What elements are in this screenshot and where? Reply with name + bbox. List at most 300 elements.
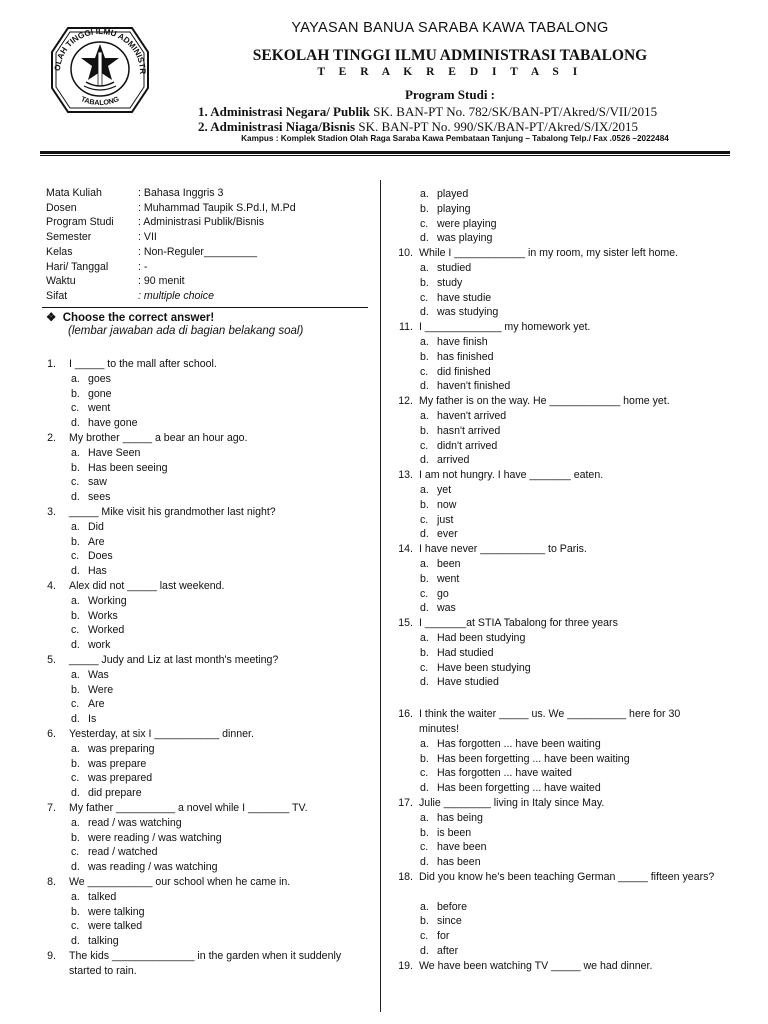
- question-text: _____ Judy and Liz at last month's meeting?: [69, 654, 279, 666]
- question-text: _____ Mike visit his grandmother last night?: [69, 506, 276, 518]
- option-letter: a.: [420, 558, 429, 570]
- option-text: were talking: [88, 905, 145, 918]
- answer-option[interactable]: [71, 461, 168, 476]
- question-number: 7.: [47, 802, 56, 814]
- answer-option[interactable]: [420, 900, 467, 915]
- option-text: Was: [88, 668, 109, 681]
- option-text: Had been studying: [437, 632, 526, 644]
- info-value: : -: [138, 260, 148, 273]
- question-text: My father __________ a novel while I _______ TV.: [69, 802, 308, 814]
- answer-option[interactable]: [71, 594, 127, 609]
- option-text: haven't finished: [437, 380, 511, 393]
- answer-option[interactable]: [420, 513, 454, 528]
- info-value: : 90 menit: [138, 275, 185, 288]
- option-text: Has been forgetting ... have waited: [437, 782, 601, 795]
- instruction-text: Choose the correct answer!: [62, 312, 215, 324]
- option-text: read / watched: [88, 846, 158, 859]
- option-text: Have Seen: [88, 446, 141, 459]
- answer-option[interactable]: [71, 697, 105, 712]
- option-text: studied: [437, 262, 472, 274]
- option-letter: b.: [420, 202, 429, 215]
- answer-option[interactable]: [71, 786, 142, 801]
- question-text: My brother _____ a bear an hour ago.: [69, 432, 248, 444]
- option-text: were talked: [88, 920, 143, 933]
- option-text: was: [437, 602, 456, 615]
- info-label: Sifat: [46, 289, 68, 302]
- option-text: have finish: [437, 336, 488, 348]
- answer-option[interactable]: [71, 905, 145, 920]
- answer-option[interactable]: [71, 387, 112, 402]
- option-letter: c.: [71, 402, 80, 415]
- answer-option[interactable]: [71, 668, 109, 683]
- option-text: saw: [88, 476, 107, 489]
- answer-option[interactable]: [71, 712, 96, 727]
- option-text: Does: [88, 550, 113, 563]
- info-row: [46, 230, 376, 245]
- answer-option[interactable]: [71, 771, 152, 786]
- option-text: was prepare: [88, 757, 147, 770]
- info-label: Dosen: [46, 201, 77, 214]
- answer-option[interactable]: [420, 305, 498, 320]
- option-letter: c.: [420, 767, 429, 780]
- option-letter: b.: [420, 498, 429, 511]
- option-text: have been: [437, 841, 487, 854]
- option-text: Has been forgetting ... have been waiting: [437, 752, 630, 765]
- option-text: Has been seeing: [88, 461, 168, 474]
- option-letter: a.: [420, 632, 429, 644]
- answer-option[interactable]: [420, 424, 500, 439]
- option-letter: a.: [71, 372, 80, 385]
- answer-option[interactable]: [420, 826, 471, 841]
- answer-option[interactable]: [71, 372, 111, 387]
- answer-option[interactable]: [71, 816, 182, 831]
- program-title: Program Studi :: [404, 87, 496, 102]
- option-text: Have studied: [437, 676, 499, 689]
- bullet-icon: ❖: [46, 312, 57, 324]
- answer-option[interactable]: [71, 638, 110, 653]
- option-text: Had studied: [437, 646, 494, 659]
- option-letter: c.: [420, 513, 429, 526]
- option-letter: d.: [420, 782, 429, 795]
- answer-option[interactable]: [420, 929, 449, 944]
- option-text: played: [437, 188, 469, 200]
- question-number: 13.: [398, 469, 413, 482]
- option-text: gone: [88, 387, 112, 400]
- option-text: just: [437, 513, 454, 526]
- option-text: study: [437, 276, 463, 289]
- option-letter: a.: [71, 446, 80, 459]
- info-row: [46, 186, 376, 201]
- option-text: Working: [88, 594, 127, 607]
- answer-option[interactable]: [71, 623, 124, 638]
- foundation-name: YAYASAN BANUA SARABA KAWA TABALONG: [291, 20, 609, 36]
- answer-option[interactable]: [71, 845, 158, 860]
- option-text: Have been studying: [437, 661, 531, 674]
- question-text: I _______at STIA Tabalong for three years: [419, 617, 618, 630]
- option-letter: d.: [420, 232, 429, 245]
- option-letter: b.: [420, 276, 429, 289]
- option-text: were playing: [437, 217, 497, 230]
- option-letter: b.: [420, 424, 429, 437]
- option-letter: d.: [420, 945, 429, 957]
- option-letter: d.: [71, 565, 80, 578]
- answer-option[interactable]: [420, 261, 471, 276]
- option-letter: d.: [420, 528, 429, 541]
- answer-option[interactable]: [420, 453, 469, 468]
- question-number: 3.: [47, 506, 56, 518]
- option-letter: b.: [71, 387, 80, 400]
- option-letter: d.: [420, 602, 429, 615]
- question-text: Yesterday, at six I ___________ dinner.: [69, 728, 254, 740]
- option-letter: c.: [420, 365, 429, 378]
- option-text: has been: [437, 856, 481, 869]
- option-letter: b.: [420, 915, 429, 928]
- answer-option[interactable]: [420, 646, 494, 661]
- info-label: Mata Kuliah: [46, 187, 102, 199]
- option-letter: d.: [420, 676, 429, 689]
- option-letter: b.: [420, 350, 429, 363]
- question-text: While I ____________ in my room, my sister left home.: [419, 247, 679, 260]
- school-logo: [44, 22, 156, 118]
- option-letter: c.: [71, 698, 80, 711]
- option-text: yet: [437, 484, 452, 496]
- answer-option[interactable]: [420, 675, 499, 690]
- option-text: have studie: [437, 291, 492, 304]
- option-text: was playing: [437, 232, 493, 245]
- program-name: 1. Administrasi Negara/ Publik: [198, 104, 370, 119]
- answer-option[interactable]: [420, 661, 531, 676]
- accreditation-label: T E R A K R E D I T A S I: [317, 66, 583, 78]
- info-label: Waktu: [46, 275, 76, 288]
- answer-option[interactable]: [420, 811, 483, 826]
- answer-option[interactable]: [420, 944, 458, 959]
- question-number: 8.: [47, 876, 56, 888]
- option-letter: a.: [420, 811, 429, 824]
- answer-option[interactable]: [71, 919, 142, 934]
- column-divider: [380, 180, 381, 1012]
- answer-option[interactable]: [420, 365, 491, 380]
- option-text: was prepared: [88, 772, 153, 785]
- answer-option[interactable]: [71, 757, 146, 772]
- option-text: Worked: [88, 624, 125, 637]
- info-row: [46, 215, 376, 230]
- answer-option[interactable]: [420, 276, 462, 291]
- question-text: Did you know he's been teaching German _____ fifteen years?: [419, 871, 715, 883]
- answer-option[interactable]: [71, 934, 119, 949]
- info-row: [46, 201, 376, 216]
- option-letter: a.: [420, 262, 429, 274]
- option-letter: c.: [71, 846, 80, 859]
- answer-option[interactable]: [420, 350, 494, 365]
- answer-option[interactable]: [420, 631, 525, 646]
- option-text: was reading / was watching: [88, 861, 218, 874]
- option-text: went: [88, 402, 111, 415]
- option-text: Did: [88, 520, 104, 533]
- answer-option[interactable]: [420, 572, 459, 587]
- answer-option[interactable]: [71, 416, 137, 431]
- question-number: 14.: [398, 543, 413, 556]
- option-letter: a.: [71, 816, 80, 829]
- answer-option[interactable]: [71, 890, 116, 905]
- program-sk: SK. BAN-PT No. 782/SK/BAN-PT/Akred/S/VII/2015: [373, 104, 658, 119]
- option-letter: d.: [71, 787, 80, 800]
- option-letter: b.: [420, 646, 429, 659]
- program-sk: SK. BAN-PT No. 990/SK/BAN-PT/Akred/S/IX/2015: [358, 119, 639, 134]
- program-line-1: [198, 104, 657, 120]
- option-letter: c.: [71, 920, 80, 933]
- question-text: We ___________ our school when he came in.: [69, 876, 291, 888]
- info-value: : Non-Reguler_________: [138, 245, 257, 258]
- header-divider-thin: [40, 155, 730, 156]
- answer-option[interactable]: [420, 914, 462, 929]
- question-text: We have been watching TV _____ we had dinner.: [419, 959, 653, 972]
- option-letter: d.: [420, 454, 429, 467]
- answer-option[interactable]: [71, 860, 218, 875]
- option-text: talked: [88, 890, 117, 903]
- option-text: were reading / was watching: [88, 831, 222, 844]
- option-text: has being: [437, 811, 483, 824]
- answer-option[interactable]: [420, 527, 458, 542]
- option-text: go: [437, 587, 449, 600]
- option-letter: a.: [71, 520, 80, 533]
- option-text: hasn't arrived: [437, 424, 501, 437]
- info-row: [46, 245, 376, 260]
- answer-option[interactable]: [420, 587, 449, 602]
- question-number: 18.: [398, 871, 413, 883]
- option-letter: b.: [71, 461, 80, 474]
- logo-ring-top: OLAH TINGGI ILMU ADMINISTR: [52, 26, 148, 75]
- option-text: Has forgotten ... have been waiting: [437, 737, 601, 750]
- option-text: read / was watching: [88, 816, 182, 829]
- option-letter: a.: [71, 668, 80, 681]
- option-text: haven't arrived: [437, 410, 507, 422]
- campus-address: Kampus : Komplek Stadion Olah Raga Saraba Kawa Pembataan Tanjung – Tabalong Telp./ Fax .0526 –2022484: [241, 134, 669, 143]
- option-letter: b.: [420, 826, 429, 839]
- instruction-note: (lembar jawaban ada di bagian belakang soal): [68, 325, 304, 337]
- option-letter: c.: [420, 217, 429, 230]
- option-letter: d.: [420, 306, 429, 319]
- option-text: Is: [88, 713, 97, 726]
- info-value: : Bahasa Inggris 3: [138, 187, 224, 199]
- option-text: before: [437, 900, 468, 913]
- instruction: [46, 310, 214, 324]
- option-text: now: [437, 498, 457, 511]
- answer-option[interactable]: [420, 855, 481, 870]
- answer-option[interactable]: [71, 549, 113, 564]
- question-number: 16.: [398, 708, 413, 721]
- answer-option[interactable]: [420, 498, 456, 513]
- option-text: talking: [88, 935, 119, 948]
- option-letter: c.: [420, 439, 429, 452]
- answer-option[interactable]: [420, 409, 506, 424]
- option-text: Are: [88, 698, 105, 711]
- option-text: was studying: [437, 306, 499, 319]
- option-text: Are: [88, 535, 105, 548]
- answer-option[interactable]: [71, 535, 105, 550]
- question-number: 15.: [398, 617, 413, 630]
- option-letter: c.: [71, 550, 80, 563]
- answer-option[interactable]: [420, 231, 492, 246]
- option-letter: c.: [420, 661, 429, 674]
- option-letter: c.: [71, 772, 80, 785]
- question-text: Julie ________ living in Italy since May.: [419, 797, 605, 809]
- option-text: been: [437, 558, 461, 570]
- info-value: : Administrasi Publik/Bisnis: [138, 216, 264, 229]
- question-text: I have never ___________ to Paris.: [419, 543, 587, 556]
- answer-option[interactable]: [71, 683, 113, 698]
- option-letter: c.: [71, 624, 80, 637]
- answer-option[interactable]: [420, 217, 496, 232]
- option-text: sees: [88, 491, 111, 504]
- option-text: didn't arrived: [437, 439, 498, 452]
- answer-option[interactable]: [420, 335, 488, 350]
- answer-option[interactable]: [420, 601, 456, 616]
- question-number: 6.: [47, 728, 56, 740]
- option-text: playing: [437, 202, 471, 215]
- answer-option[interactable]: [71, 742, 155, 757]
- answer-option[interactable]: [71, 490, 110, 505]
- option-text: did finished: [437, 365, 491, 378]
- option-letter: b.: [71, 905, 80, 918]
- option-text: since: [437, 915, 462, 928]
- answer-option[interactable]: [420, 439, 497, 454]
- answer-option[interactable]: [71, 446, 140, 461]
- option-letter: b.: [420, 572, 429, 585]
- question-text: I _____ to the mall after school.: [69, 358, 217, 370]
- option-letter: c.: [71, 476, 80, 489]
- question-text: I am not hungry. I have _______ eaten.: [419, 469, 604, 482]
- option-text: ever: [437, 528, 458, 541]
- option-text: Were: [88, 683, 114, 696]
- option-letter: b.: [71, 535, 80, 548]
- info-row: [46, 274, 376, 289]
- answer-option[interactable]: [71, 520, 104, 535]
- option-text: is been: [437, 826, 472, 839]
- option-letter: d.: [71, 491, 80, 504]
- option-letter: b.: [71, 683, 80, 696]
- answer-option[interactable]: [420, 752, 630, 767]
- info-value: : VII: [138, 231, 157, 244]
- question-text: I think the waiter _____ us. We __________ here for 30 minutes!: [419, 708, 681, 735]
- question-number: 9.: [47, 950, 56, 962]
- option-letter: d.: [71, 861, 80, 874]
- question-number: 4.: [47, 580, 56, 592]
- info-label: Semester: [46, 231, 92, 244]
- info-label: Kelas: [46, 245, 73, 258]
- question-number: 1.: [47, 358, 56, 370]
- option-text: Has: [88, 565, 107, 578]
- option-text: has finished: [437, 350, 494, 363]
- option-letter: c.: [420, 291, 429, 304]
- info-label: Hari/ Tanggal: [46, 260, 109, 273]
- info-value: : Muhammad Taupik S.Pd.I, M.Pd: [138, 201, 296, 214]
- option-text: goes: [88, 372, 111, 385]
- answer-option[interactable]: [420, 483, 451, 498]
- question-number: 12.: [398, 395, 413, 408]
- question-number: 19.: [398, 959, 413, 972]
- option-letter: d.: [71, 417, 80, 430]
- school-name: SEKOLAH TINGGI ILMU ADMINISTRASI TABALONG: [252, 47, 648, 64]
- info-label: Program Studi: [46, 216, 114, 229]
- option-letter: b.: [420, 752, 429, 765]
- info-value: : multiple choice: [138, 289, 214, 302]
- option-letter: b.: [71, 757, 80, 770]
- question-number: 10.: [398, 247, 413, 260]
- question-text: Alex did not _____ last weekend.: [69, 580, 225, 592]
- option-letter: d.: [420, 380, 429, 393]
- answer-option[interactable]: [420, 291, 491, 306]
- option-letter: d.: [420, 856, 429, 869]
- option-text: after: [437, 945, 459, 957]
- option-text: work: [88, 639, 111, 652]
- question-text: My father is on the way. He ____________ home yet.: [419, 395, 670, 408]
- answer-option[interactable]: [71, 609, 118, 624]
- option-letter: b.: [71, 831, 80, 844]
- option-letter: a.: [71, 594, 80, 607]
- answer-option[interactable]: [71, 401, 110, 416]
- option-letter: b.: [71, 609, 80, 622]
- option-text: Works: [88, 609, 118, 622]
- option-text: have gone: [88, 417, 138, 430]
- option-letter: d.: [71, 935, 80, 948]
- answer-option[interactable]: [71, 564, 107, 579]
- option-letter: a.: [420, 188, 429, 200]
- info-row: [46, 260, 376, 275]
- program-name: 2. Administrasi Niaga/Bisnis: [198, 119, 356, 134]
- answer-option[interactable]: [71, 475, 107, 490]
- question-number: 2.: [47, 432, 56, 444]
- option-text: did prepare: [88, 787, 142, 800]
- question-text: The kids ______________ in the garden when it suddenly started to rain.: [69, 950, 342, 977]
- answer-option[interactable]: [71, 831, 222, 846]
- question-number: 17.: [398, 797, 413, 809]
- option-text: Has forgotten ... have waited: [437, 767, 572, 780]
- answer-option[interactable]: [420, 781, 601, 796]
- option-text: went: [437, 572, 460, 585]
- question-number: 5.: [47, 654, 56, 666]
- option-text: was preparing: [88, 742, 155, 755]
- option-letter: d.: [71, 639, 80, 652]
- question-text: I _____________ my homework yet.: [419, 321, 591, 334]
- option-letter: c.: [420, 930, 429, 943]
- question-number: 11.: [399, 321, 413, 334]
- option-letter: a.: [71, 890, 80, 903]
- logo-ring-bottom: TABALONG: [79, 94, 121, 108]
- info-divider: [42, 307, 368, 308]
- option-letter: a.: [420, 484, 429, 496]
- answer-option[interactable]: [420, 202, 471, 217]
- option-letter: a.: [420, 410, 429, 422]
- option-letter: a.: [420, 336, 429, 348]
- header-divider: [40, 151, 730, 154]
- answer-option[interactable]: [420, 737, 601, 752]
- option-letter: c.: [420, 841, 429, 854]
- program-line-2: [198, 119, 638, 135]
- info-row: [46, 289, 376, 304]
- option-letter: a.: [420, 900, 429, 913]
- option-letter: a.: [71, 742, 80, 755]
- answer-option[interactable]: [420, 379, 510, 394]
- option-text: for: [437, 930, 450, 943]
- answer-option[interactable]: [420, 187, 468, 202]
- option-letter: c.: [420, 587, 429, 600]
- option-text: arrived: [437, 454, 470, 467]
- answer-option[interactable]: [420, 557, 461, 572]
- answer-option[interactable]: [420, 840, 486, 855]
- option-letter: d.: [71, 713, 80, 726]
- option-letter: a.: [420, 737, 429, 750]
- answer-option[interactable]: [420, 766, 572, 781]
